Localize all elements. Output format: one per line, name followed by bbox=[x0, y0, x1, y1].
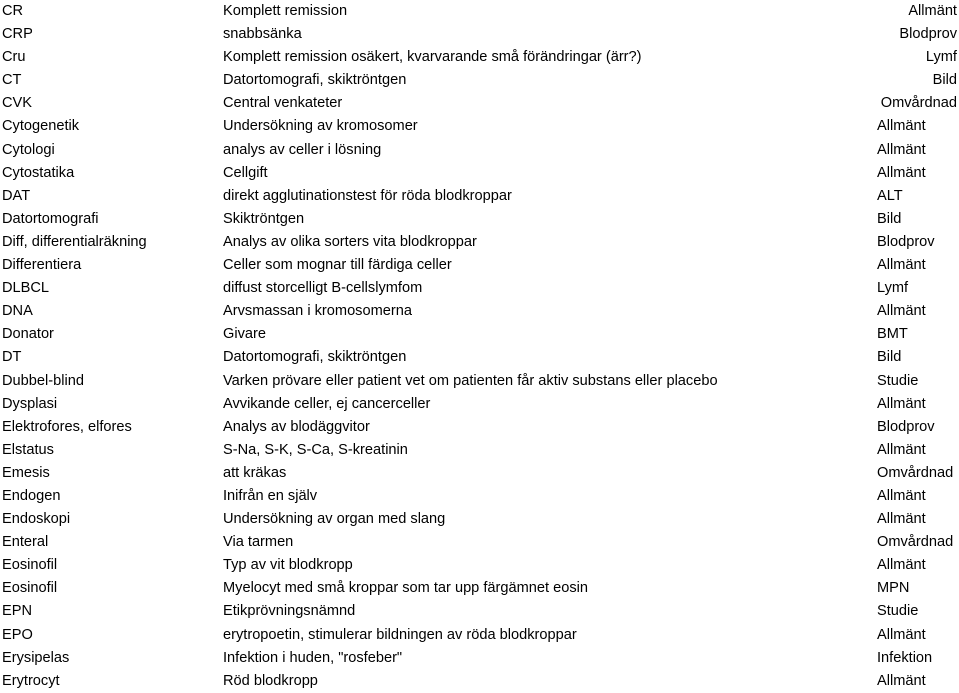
category-cell: Allmänt bbox=[877, 441, 926, 458]
description-cell: Typ av vit blodkropp bbox=[223, 557, 353, 574]
table-row bbox=[0, 162, 959, 185]
description-cell: Inifrån en själv bbox=[223, 487, 318, 504]
term-cell: Endoskopi bbox=[2, 511, 71, 528]
term-cell: Dubbel-blind bbox=[2, 372, 84, 389]
table-row bbox=[0, 46, 959, 69]
term-cell: CVK bbox=[2, 95, 33, 112]
category-cell: Lymf bbox=[925, 49, 957, 66]
table-row bbox=[0, 92, 959, 115]
category-cell: Allmänt bbox=[877, 141, 926, 158]
term-cell: CR bbox=[2, 3, 24, 19]
table-row bbox=[0, 485, 959, 508]
category-cell: Lymf bbox=[877, 280, 909, 297]
description-cell: Komplett remission bbox=[223, 3, 348, 19]
term-cell: Cytologi bbox=[2, 141, 55, 158]
table-row bbox=[0, 600, 959, 623]
description-cell: diffust storcelligt B-cellslymfom bbox=[223, 280, 423, 297]
category-cell: Allmänt bbox=[908, 3, 957, 19]
category-cell: Omvårdnad bbox=[877, 464, 954, 481]
table-row bbox=[0, 115, 959, 138]
category-cell: Allmänt bbox=[877, 118, 926, 135]
description-cell: analys av celler i lösning bbox=[223, 141, 382, 158]
category-cell: Infektion bbox=[877, 649, 933, 666]
description-cell: Avvikande celler, ej cancerceller bbox=[223, 395, 431, 412]
description-cell: Komplett remission osäkert, kvarvarande små förändringar (ärr?) bbox=[223, 49, 642, 66]
category-cell: Allmänt bbox=[877, 557, 926, 574]
description-cell: Etikprövningsnämnd bbox=[223, 603, 356, 620]
category-cell: Bild bbox=[877, 349, 902, 366]
table-row bbox=[0, 139, 959, 162]
description-cell: Röd blodkropp bbox=[223, 672, 318, 689]
description-cell: Varken prövare eller patient vet om patienten får aktiv substans eller placebo bbox=[223, 372, 718, 389]
term-cell: Cytostatika bbox=[2, 164, 75, 181]
table-row bbox=[0, 69, 959, 92]
table-row bbox=[0, 416, 959, 439]
description-cell: Arvsmassan i kromosomerna bbox=[223, 303, 412, 320]
term-cell: CT bbox=[2, 72, 22, 89]
table-row bbox=[0, 624, 959, 647]
category-cell: Bild bbox=[877, 210, 902, 227]
description-cell: Undersökning av kromosomer bbox=[223, 118, 418, 135]
table-row bbox=[0, 393, 959, 416]
category-cell: Allmänt bbox=[877, 511, 926, 528]
term-cell: Elektrofores, elfores bbox=[2, 418, 132, 435]
description-cell: Undersökning av organ med slang bbox=[223, 511, 446, 528]
table-row bbox=[0, 231, 959, 254]
table-row bbox=[0, 254, 959, 277]
term-cell: Elstatus bbox=[2, 441, 54, 458]
category-cell: BMT bbox=[877, 326, 908, 343]
term-cell: CRP bbox=[2, 26, 33, 43]
category-cell: Allmänt bbox=[877, 303, 926, 320]
description-cell: Givare bbox=[223, 326, 266, 343]
category-cell: Allmänt bbox=[877, 487, 926, 504]
term-cell: DNA bbox=[2, 303, 33, 320]
term-cell: Donator bbox=[2, 326, 54, 343]
table-row bbox=[0, 439, 959, 462]
term-cell: DAT bbox=[2, 187, 31, 204]
table-row bbox=[0, 462, 959, 485]
description-cell: Analys av olika sorters vita blodkroppar bbox=[223, 233, 477, 250]
category-cell: ALT bbox=[877, 187, 903, 204]
term-cell: Emesis bbox=[2, 464, 50, 481]
term-cell: EPN bbox=[2, 603, 33, 620]
category-cell: Blodprov bbox=[877, 418, 935, 435]
category-cell: Omvårdnad bbox=[880, 95, 957, 112]
table-row bbox=[0, 323, 959, 346]
description-cell: snabbsänka bbox=[223, 26, 302, 43]
category-cell: Studie bbox=[877, 372, 919, 389]
term-cell: EPO bbox=[2, 626, 33, 643]
term-cell: Eosinofil bbox=[2, 580, 58, 597]
term-cell: Cytogenetik bbox=[2, 118, 80, 135]
description-cell: Central venkateter bbox=[223, 95, 343, 112]
term-cell: Endogen bbox=[2, 487, 61, 504]
term-cell: Differentiera bbox=[2, 257, 82, 274]
category-cell: Studie bbox=[877, 603, 919, 620]
description-cell: erytropoetin, stimulerar bildningen av röda blodkroppar bbox=[223, 626, 577, 643]
table-row bbox=[0, 531, 959, 554]
category-cell: Omvårdnad bbox=[877, 534, 954, 551]
table-row bbox=[0, 370, 959, 393]
term-cell: Erytrocyt bbox=[2, 672, 60, 689]
description-cell: Via tarmen bbox=[223, 534, 294, 551]
category-cell: Bild bbox=[932, 72, 957, 89]
description-cell: att kräkas bbox=[223, 464, 287, 481]
table-row bbox=[0, 346, 959, 369]
term-cell: Erysipelas bbox=[2, 649, 70, 666]
table-row bbox=[0, 23, 959, 46]
description-cell: Cellgift bbox=[223, 164, 268, 181]
description-cell: Myelocyt med små kroppar som tar upp färgämnet eosin bbox=[223, 580, 589, 597]
description-cell: Infektion i huden, "rosfeber" bbox=[223, 649, 403, 666]
category-cell: Allmänt bbox=[877, 395, 926, 412]
term-cell: DLBCL bbox=[2, 280, 50, 297]
description-cell: Skiktröntgen bbox=[223, 210, 305, 227]
table-row bbox=[0, 647, 959, 670]
description-cell: S-Na, S-K, S-Ca, S-kreatinin bbox=[223, 441, 408, 458]
category-cell: Allmänt bbox=[877, 626, 926, 643]
category-cell: Allmänt bbox=[877, 672, 926, 689]
description-cell: direkt agglutinationstest för röda blodkroppar bbox=[223, 187, 512, 204]
table-row bbox=[0, 0, 959, 23]
table-row bbox=[0, 185, 959, 208]
table-row bbox=[0, 670, 959, 693]
term-cell: Dysplasi bbox=[2, 395, 58, 412]
table-row bbox=[0, 300, 959, 323]
table-row bbox=[0, 208, 959, 231]
term-cell: DT bbox=[2, 349, 22, 366]
term-cell: Enteral bbox=[2, 534, 49, 551]
term-cell: Cru bbox=[2, 49, 26, 66]
term-cell: Datortomografi bbox=[2, 210, 99, 227]
category-cell: Allmänt bbox=[877, 257, 926, 274]
category-cell: MPN bbox=[877, 580, 910, 597]
table-row bbox=[0, 577, 959, 600]
table-row bbox=[0, 277, 959, 300]
table-row bbox=[0, 508, 959, 531]
category-cell: Blodprov bbox=[899, 26, 957, 43]
description-cell: Datortomografi, skiktröntgen bbox=[223, 349, 407, 366]
term-cell: Diff, differentialräkning bbox=[2, 233, 147, 250]
table-row bbox=[0, 554, 959, 577]
category-cell: Blodprov bbox=[877, 233, 935, 250]
category-cell: Allmänt bbox=[877, 164, 926, 181]
description-cell: Celler som mognar till färdiga celler bbox=[223, 257, 452, 274]
description-cell: Datortomografi, skiktröntgen bbox=[223, 72, 407, 89]
term-cell: Eosinofil bbox=[2, 557, 58, 574]
description-cell: Analys av blodäggvitor bbox=[223, 418, 370, 435]
